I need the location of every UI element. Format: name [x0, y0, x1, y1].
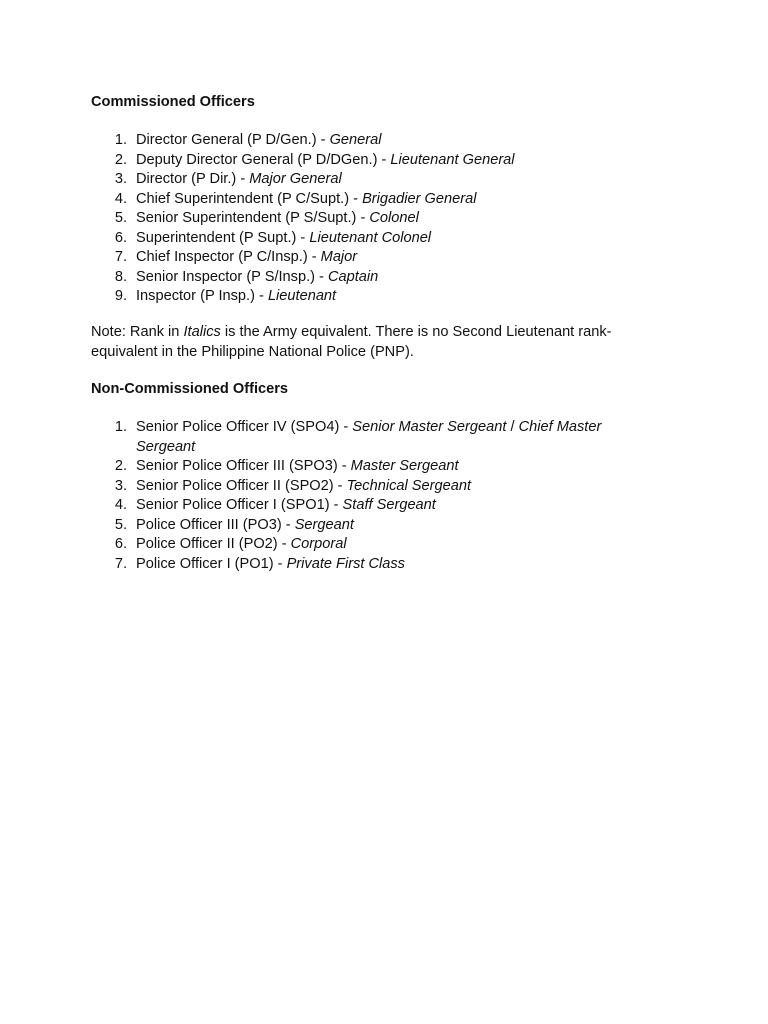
commissioned-heading: Commissioned Officers	[91, 94, 255, 110]
item-text: Inspector (P Insp.) -	[136, 288, 268, 304]
item-number: 5.	[114, 516, 127, 533]
item-text: Chief Superintendent (P C/Supt.) -	[136, 190, 363, 207]
list-item	[91, 170, 651, 190]
army-equivalent: Brigadier General	[362, 190, 477, 207]
list-item	[91, 229, 651, 249]
item-text: Senior Police Officer I (SPO1) -	[136, 497, 343, 513]
item-text: Police Officer I (PO1) -	[136, 555, 287, 572]
commissioned-section	[91, 93, 651, 113]
noncommissioned-list	[91, 418, 651, 574]
item-number: 7.	[114, 555, 127, 572]
army-equivalent: Technical Sergeant	[346, 477, 472, 494]
army-equivalent: Lieutenant Colonel	[309, 229, 432, 246]
item-number: 1.	[114, 132, 127, 148]
item-number: 5.	[114, 210, 127, 226]
list-item	[91, 287, 651, 307]
item-number: 2.	[114, 151, 127, 168]
note-italic-word: Italics	[183, 324, 221, 340]
army-equivalent: Captain	[327, 268, 379, 285]
item-number: 9.	[114, 288, 127, 304]
army-equivalent: Major	[320, 249, 358, 265]
item-number: 6.	[114, 536, 127, 552]
list-item	[91, 248, 651, 268]
list-item	[91, 496, 651, 516]
rank-separator: /	[506, 419, 519, 435]
army-equivalent: Senior Master Sergeant	[352, 419, 507, 435]
list-item	[91, 555, 651, 575]
list-item	[91, 457, 651, 477]
note-paragraph	[91, 323, 651, 362]
item-number: 4.	[114, 190, 127, 207]
item-number: 3.	[114, 477, 127, 494]
item-text: Director General (P D/Gen.) -	[136, 132, 330, 148]
commissioned-list	[91, 131, 651, 307]
noncommissioned-section	[91, 380, 651, 400]
army-equivalent: Lieutenant General	[390, 151, 515, 168]
list-item	[91, 477, 651, 497]
army-equivalent: Lieutenant	[267, 288, 337, 304]
item-text: Police Officer III (PO3) -	[136, 516, 295, 533]
army-equivalent-alt: Chief Master Sergeant	[136, 419, 602, 455]
army-equivalent: Master Sergeant	[350, 458, 459, 474]
item-number: 1.	[114, 419, 127, 435]
army-equivalent: Staff Sergeant	[342, 497, 436, 513]
army-equivalent: Sergeant	[294, 516, 354, 533]
item-number: 7.	[114, 249, 127, 265]
item-text: Senior Police Officer II (SPO2) -	[136, 477, 347, 494]
noncommissioned-heading: Non-Commissioned Officers	[91, 381, 289, 397]
item-text: Chief Inspector (P C/Insp.) -	[136, 249, 321, 265]
item-text: Senior Police Officer IV (SPO4) -	[136, 419, 353, 435]
item-number: 8.	[114, 268, 127, 285]
army-equivalent: Colonel	[369, 210, 419, 226]
note-section	[91, 323, 651, 362]
item-text: Senior Police Officer III (SPO3) -	[136, 458, 351, 474]
list-item	[91, 151, 651, 171]
list-item	[91, 268, 651, 288]
list-item	[91, 190, 651, 210]
army-equivalent: General	[329, 132, 382, 148]
item-text: Police Officer II (PO2) -	[136, 536, 291, 552]
item-text: Deputy Director General (P D/DGen.) -	[136, 151, 391, 168]
list-item	[91, 516, 651, 536]
note-text-end: is the Army equivalent. There is no Second Lieutenant rank-equivalent in the Philippine National Police (PNP).	[91, 324, 612, 360]
item-text: Director (P Dir.) -	[136, 171, 250, 187]
item-number: 2.	[114, 458, 127, 474]
note-text-start: Note: Rank in	[91, 324, 184, 340]
list-item	[91, 535, 651, 555]
item-number: 3.	[114, 171, 127, 187]
item-number: 6.	[114, 229, 127, 246]
list-item	[91, 131, 651, 151]
commissioned-list-wrap	[91, 131, 651, 307]
item-number: 4.	[114, 497, 127, 513]
list-item	[91, 418, 651, 457]
army-equivalent: Corporal	[290, 536, 347, 552]
noncommissioned-list-wrap	[91, 418, 651, 574]
army-equivalent: Private First Class	[286, 555, 405, 572]
item-text: Superintendent (P Supt.) -	[136, 229, 310, 246]
list-item	[91, 209, 651, 229]
item-text: Senior Inspector (P S/Insp.) -	[136, 268, 328, 285]
item-text: Senior Superintendent (P S/Supt.) -	[136, 210, 370, 226]
army-equivalent: Major General	[249, 171, 342, 187]
